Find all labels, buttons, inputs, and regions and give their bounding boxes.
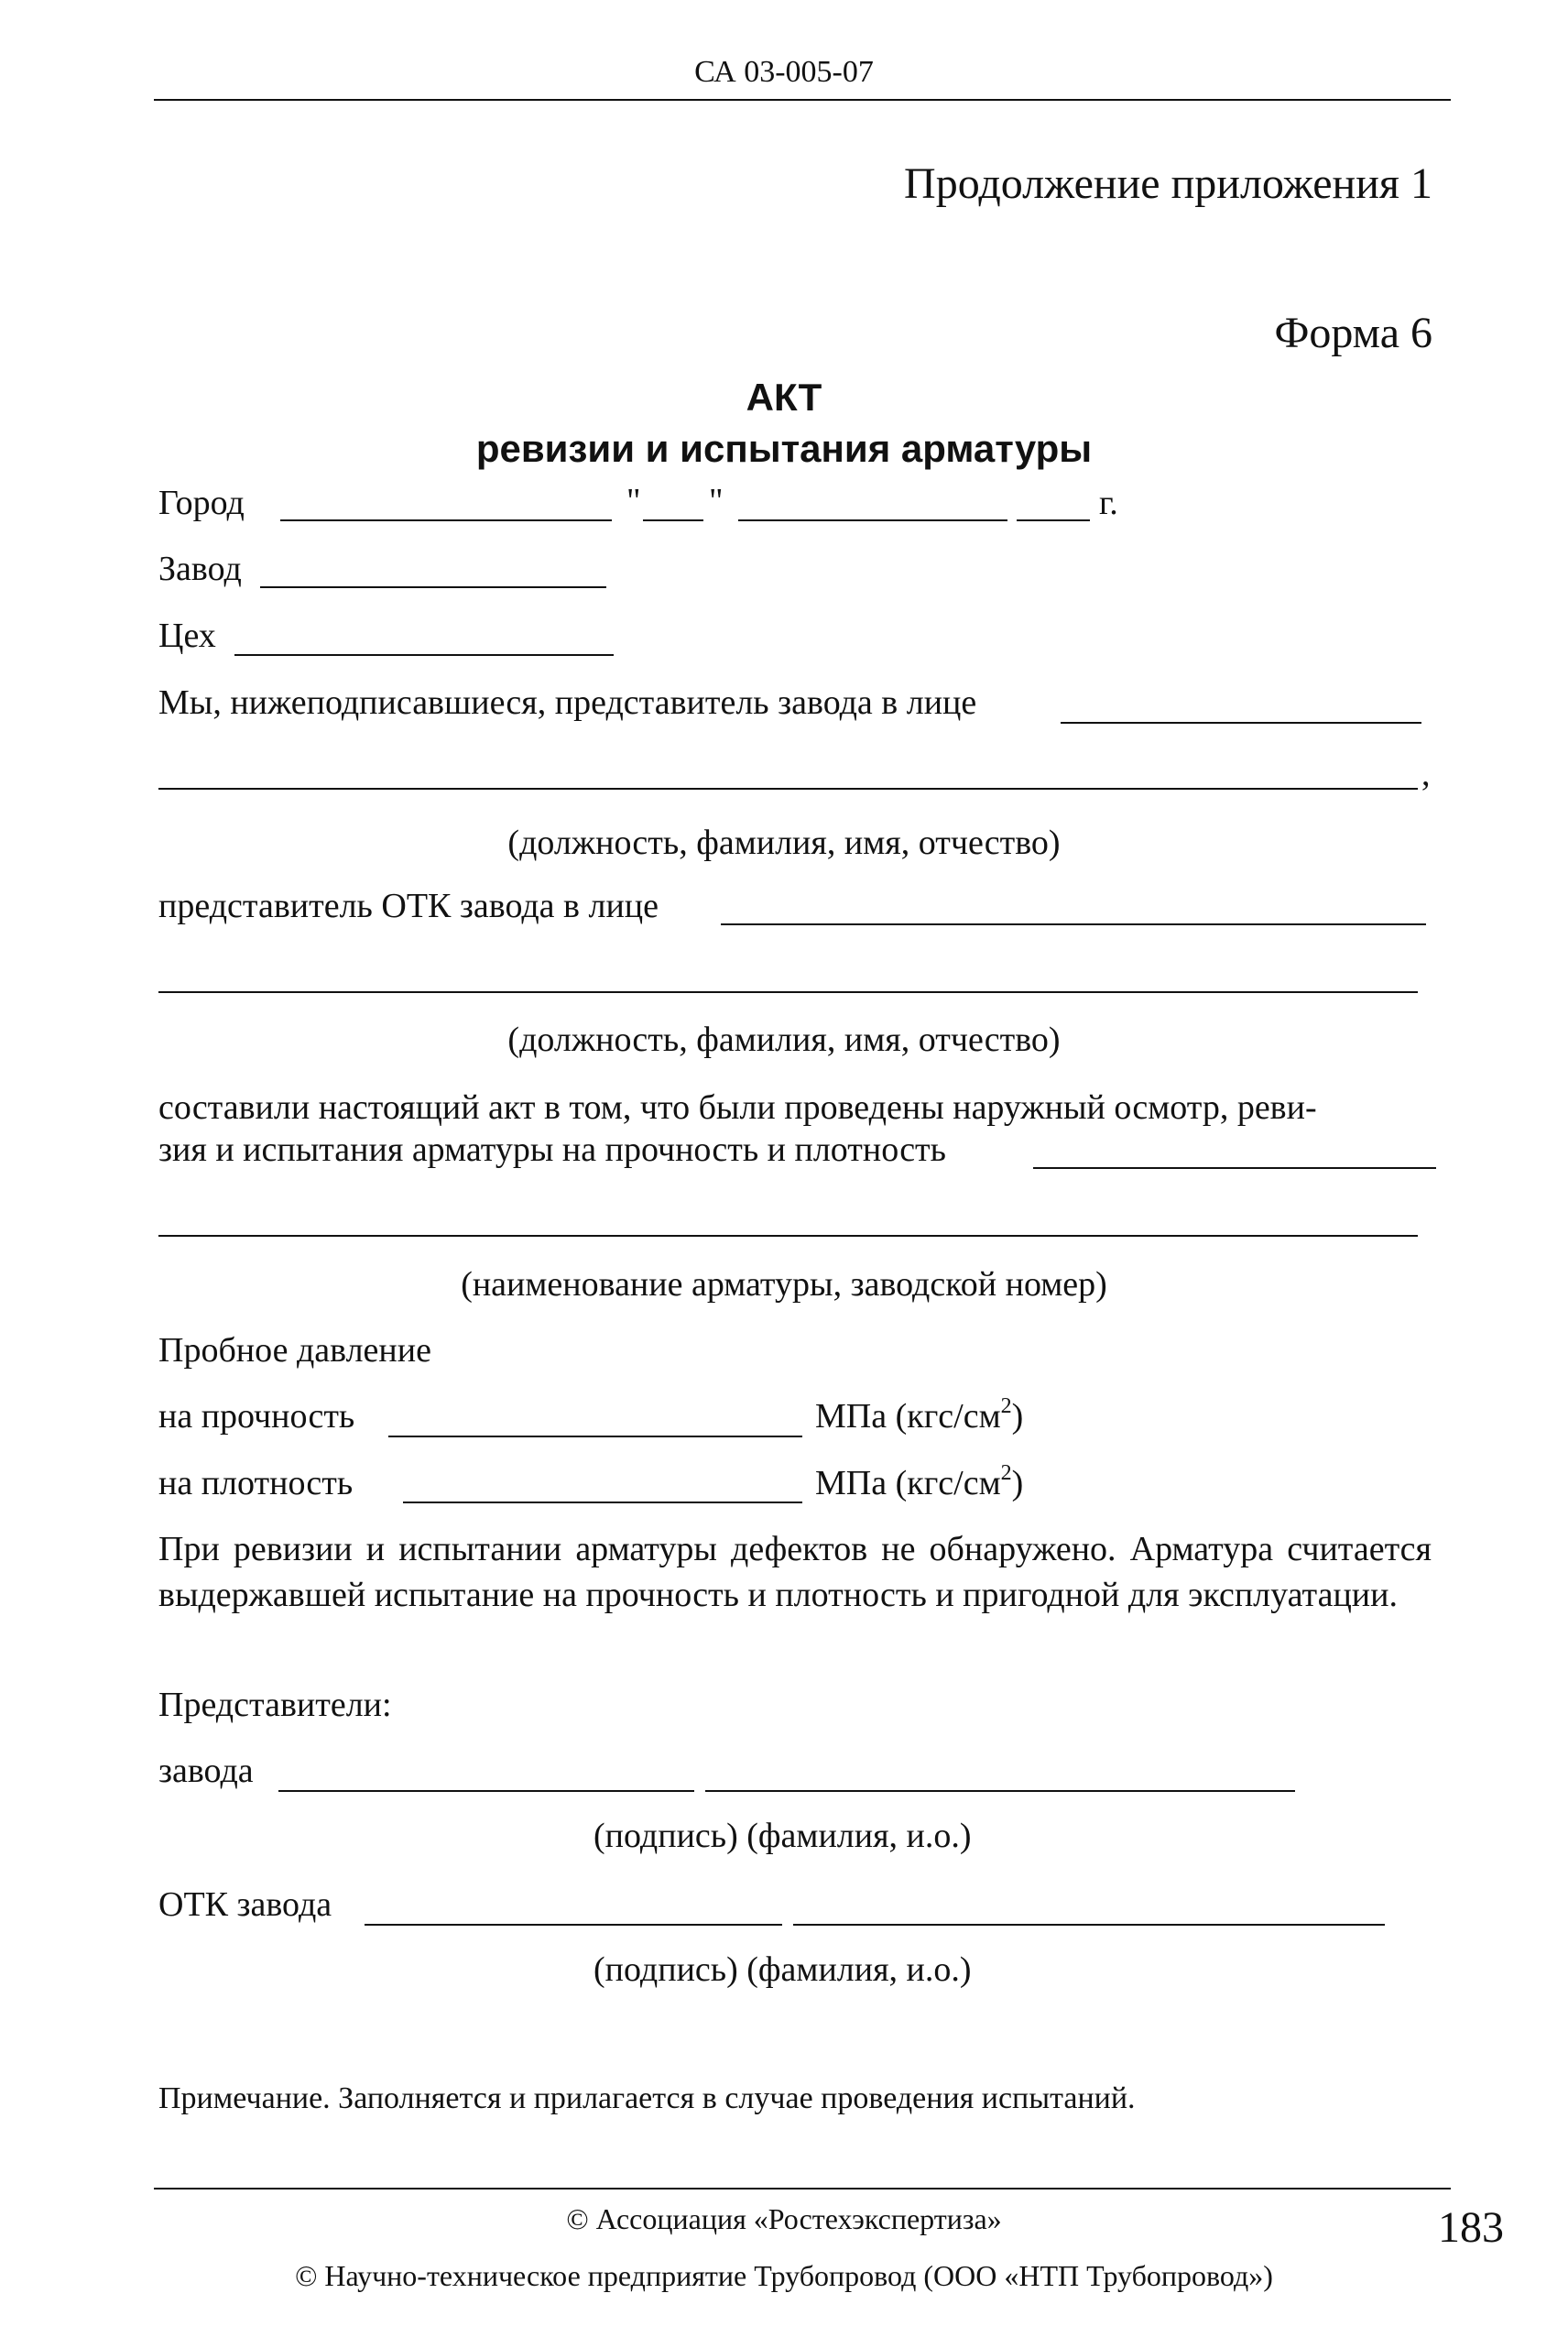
act-title: АКТ [746, 376, 822, 419]
shop-field[interactable] [234, 654, 614, 656]
otk-rep-field[interactable] [721, 923, 1426, 925]
strength-unit: МПа $(кгс/см^2)$ [815, 1394, 1024, 1436]
shop-label: Цех [158, 617, 216, 655]
conclusion-text: При ревизии и испытании арматуры дефектов не обнаружено. Арматура считается выдержавшей испытание на прочность и плотность и пригодной для эксплуатации. [158, 1530, 1432, 1614]
day-field[interactable] [643, 519, 703, 521]
plant-rep-field[interactable] [1061, 722, 1421, 724]
composed-line-2: зия и испытания арматуры на прочность и плотность [158, 1130, 946, 1169]
month-field[interactable] [738, 519, 1007, 521]
comma: , [1421, 755, 1431, 793]
strength-label: на прочность [158, 1397, 355, 1436]
document-code: СА 03-005-07 [694, 55, 874, 89]
tightness-label: на плотность [158, 1464, 354, 1502]
otk-name-field[interactable] [793, 1924, 1385, 1926]
tightness-field[interactable] [403, 1502, 802, 1503]
position-caption-2: (должность, фамилия, имя, отчество) [507, 1021, 1061, 1059]
quote-open: " [626, 482, 641, 520]
otk-plant-sign-label: ОТК завода [158, 1885, 332, 1924]
header-rule [154, 99, 1451, 101]
city-label: Город [158, 484, 245, 522]
quote-close: " [709, 482, 724, 520]
position-caption-1: (должность, фамилия, имя, отчество) [507, 824, 1061, 862]
plant-label: Завод [158, 550, 242, 588]
tightness-unit: МПа $(кгс/см^2)$ [815, 1461, 1024, 1502]
appendix-continuation: Продолжение приложения 1 [904, 159, 1432, 208]
test-pressure-label: Пробное давление [158, 1331, 431, 1370]
strength-field[interactable] [388, 1436, 802, 1437]
valve-field-2[interactable] [158, 1235, 1418, 1237]
valve-caption: (наименование арматуры, заводской номер) [461, 1265, 1107, 1304]
footer-copyright-2: © Научно-техническое предприятие Трубопровод (ООО «НТП Трубопровод») [295, 2259, 1273, 2292]
form-label: Форма 6 [1274, 309, 1432, 357]
page-number: 183 [1438, 2203, 1504, 2252]
act-subtitle: ревизии и испытания арматуры [475, 427, 1093, 470]
footer-rule [154, 2188, 1451, 2189]
plant-field[interactable] [260, 586, 606, 588]
sign-caption-2: (подпись) (фамилия, и.о.) [593, 1950, 972, 1989]
representatives-label: Представители: [158, 1686, 392, 1724]
year-field[interactable] [1017, 519, 1090, 521]
note-text: Примечание. Заполняется и прилагается в случае проведения испытаний. [158, 2081, 1136, 2115]
plant-rep-sign-label: завода [158, 1752, 254, 1790]
composed-line-1: составили настоящий акт в том, что были проведены наружный осмотр, реви- [158, 1088, 1317, 1127]
otk-rep-text: представитель ОТК завода в лице [158, 887, 659, 925]
plant-name-field[interactable] [705, 1790, 1295, 1792]
footer-copyright-1: © Ассоциация «Ростехэкспертиза» [566, 2202, 1002, 2235]
sign-caption-1: (подпись) (фамилия, и.о.) [593, 1817, 972, 1855]
otk-signature-field[interactable] [365, 1924, 782, 1926]
city-field[interactable] [280, 519, 612, 521]
we-signed-text: Мы, нижеподписавшиеся, представитель завода в лице [158, 683, 977, 722]
year-suffix: г. [1099, 484, 1118, 522]
plant-rep-field-2[interactable] [158, 788, 1418, 790]
valve-field[interactable] [1033, 1167, 1436, 1169]
plant-signature-field[interactable] [278, 1790, 694, 1792]
otk-rep-field-2[interactable] [158, 991, 1418, 993]
